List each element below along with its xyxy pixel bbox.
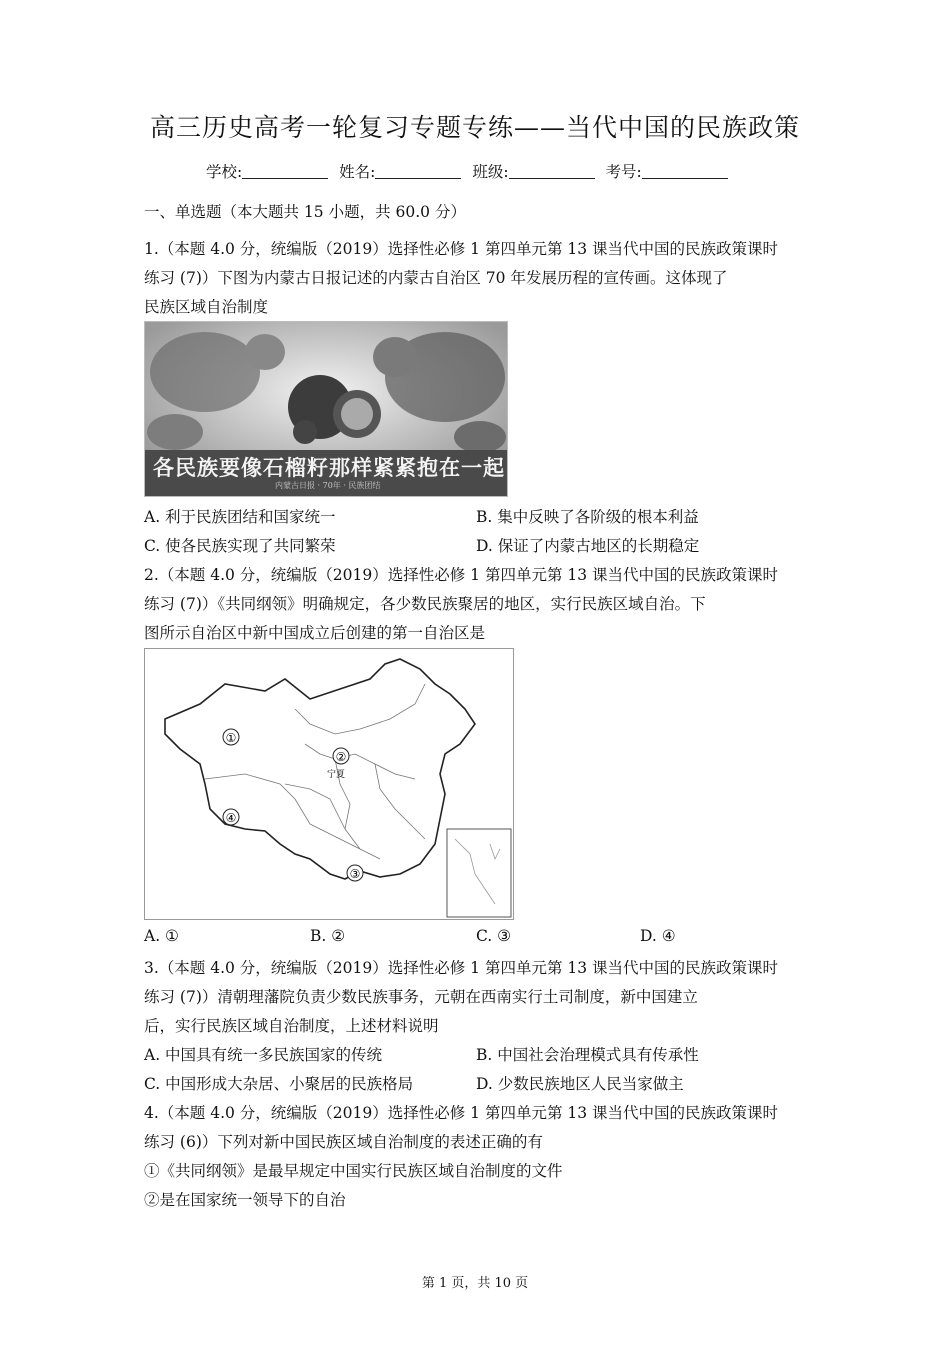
q2-line-3: 图所示自治区中新中国成立后创建的第一自治区是 (144, 624, 486, 642)
q2-option-c: C. ③ (476, 927, 512, 945)
q3-option-c: C. 中国形成大杂居、小聚居的民族格局 (144, 1075, 414, 1093)
map-city-label: 宁夏 (327, 770, 346, 780)
q1-option-c: C. 使各民族实现了共同繁荣 (144, 537, 336, 555)
q4-line-4: ②是在国家统一领导下的自治 (144, 1191, 346, 1209)
exam-no-label: 考号: (605, 163, 642, 181)
q1-option-d: D. 保证了内蒙古地区的长期稳定 (476, 537, 700, 555)
q1-line-3: 民族区域自治制度 (144, 298, 269, 316)
q4-line-2: 练习 (6)）下列对新中国民族区域自治制度的表述正确的有 (144, 1133, 543, 1151)
q3-option-b: B. 中国社会治理模式具有传承性 (476, 1046, 699, 1064)
q3-line-3: 后，实行民族区域自治制度，上述材料说明 (144, 1017, 439, 1035)
q3-line-2: 练习 (7)）清朝理藩院负责少数民族事务，元朝在西南实行土司制度，新中国建立 (144, 988, 698, 1006)
q1-image-caption: 各民族要像石榴籽那样紧紧抱在一起 (153, 456, 505, 480)
q4-line-3: ①《共同纲领》是最早规定中国实行民族区域自治制度的文件 (144, 1162, 563, 1180)
q1-image-subtext: 内蒙古日报 · 70年 · 民族团结 (275, 481, 381, 490)
q1-propaganda-image (144, 321, 508, 497)
class-label: 班级: (472, 163, 509, 181)
q3-line-1: 3.（本题 4.0 分，统编版（2019）选择性必修 1 第四单元第 13 课当代中国的民族政策课时 (144, 959, 779, 977)
q2-option-b: B. ② (310, 927, 346, 945)
q3-option-a: A. 中国具有统一多民族国家的传统 (144, 1046, 383, 1064)
china-map-outline (145, 649, 513, 919)
q1-option-b: B. 集中反映了各阶级的根本利益 (476, 508, 699, 526)
page-footer: 第 1 页，共 10 页 (421, 1276, 529, 1291)
map-label-2: ② (335, 750, 347, 764)
map-label-4: ④ (225, 811, 237, 825)
south-sea-inset (447, 829, 511, 917)
class-blank (509, 164, 595, 179)
school-blank (242, 164, 328, 179)
page-title: 高三历史高考一轮复习专题专练——当代中国的民族政策 (149, 113, 800, 142)
q2-option-d: D. ④ (640, 927, 676, 945)
q2-option-a: A. ① (144, 927, 179, 945)
section-heading: 一、单选题（本大题共 15 小题，共 60.0 分） (144, 203, 466, 221)
school-label: 学校: (206, 163, 243, 181)
q2-line-1: 2.（本题 4.0 分，统编版（2019）选择性必修 1 第四单元第 13 课当代中国的民族政策课时 (144, 566, 779, 584)
q1-line-2: 练习 (7)）下图为内蒙古日报记述的内蒙古自治区 70 年发展历程的宣传画。这体现了 (144, 269, 728, 287)
name-label: 姓名: (339, 163, 376, 181)
china-map (144, 648, 514, 920)
map-label-3: ③ (349, 867, 361, 881)
name-blank (375, 164, 461, 179)
q4-line-1: 4.（本题 4.0 分，统编版（2019）选择性必修 1 第四单元第 13 课当代中国的民族政策课时 (144, 1104, 779, 1122)
map-label-1: ① (225, 731, 237, 745)
exam-no-blank (642, 164, 728, 179)
q1-line-1: 1.（本题 4.0 分，统编版（2019）选择性必修 1 第四单元第 13 课当代中国的民族政策课时 (144, 240, 779, 258)
q1-option-a: A. 利于民族团结和国家统一 (144, 508, 336, 526)
q3-option-d: D. 少数民族地区人民当家做主 (476, 1075, 684, 1093)
student-info-row (206, 160, 734, 182)
q2-line-2: 练习 (7)）《共同纲领》明确规定，各少数民族聚居的地区，实行民族区域自治。下 (144, 595, 706, 613)
